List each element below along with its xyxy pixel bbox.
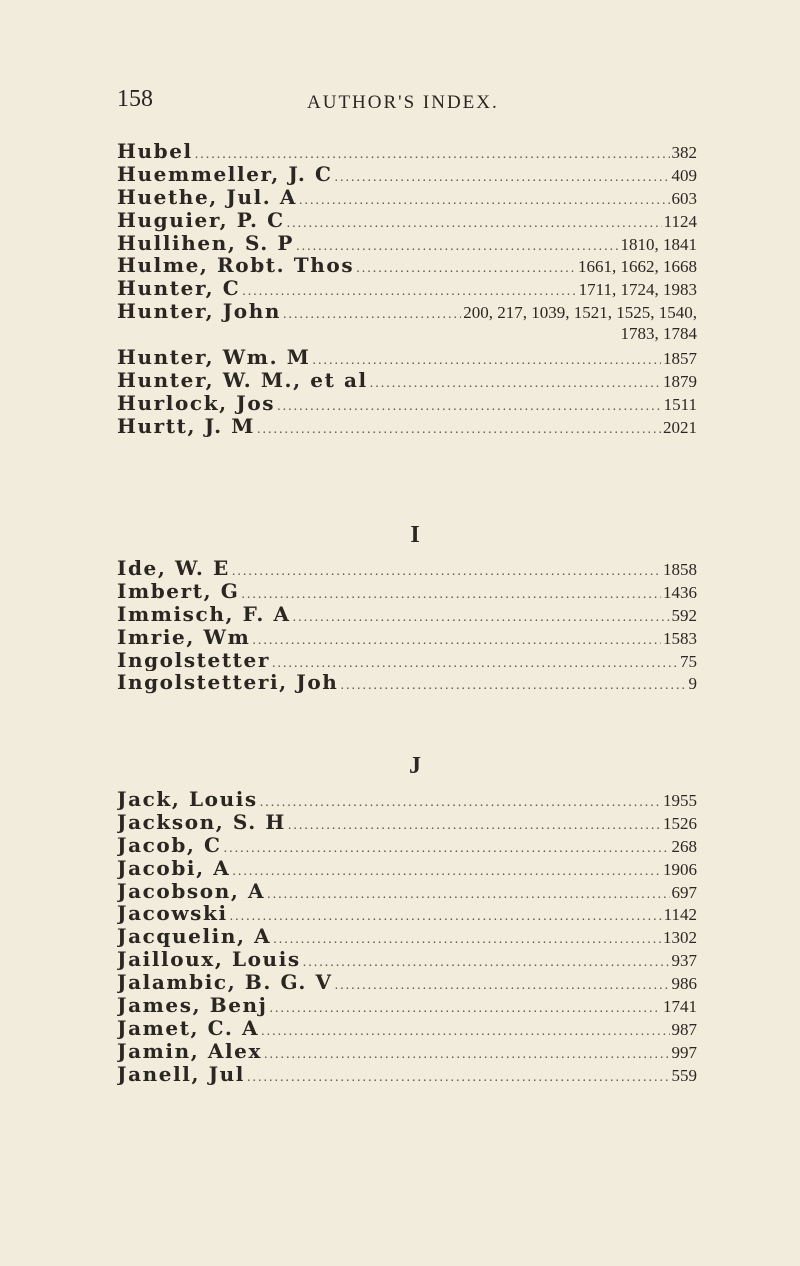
author-name: Huguier, P. C — [117, 208, 285, 232]
page-refs: 1526 — [663, 813, 697, 833]
author-name: Jacobson, A — [117, 879, 266, 903]
dot-leader — [262, 1044, 669, 1063]
index-section-i — [117, 557, 697, 694]
index-entry — [117, 1063, 697, 1086]
page-refs: 697 — [671, 882, 697, 902]
index-entry — [117, 277, 697, 300]
author-name: Hurtt, J. M — [117, 414, 255, 438]
author-name: Jacob, C — [117, 833, 222, 857]
author-name: Hurlock, Jos — [117, 391, 276, 415]
author-name: Hullihen, S. P — [117, 231, 295, 255]
dot-leader — [250, 630, 661, 649]
page-refs: 1661, 1662, 1668 — [578, 257, 697, 277]
dot-leader — [230, 561, 661, 580]
author-name: James, Benj — [117, 994, 268, 1017]
dot-leader — [258, 792, 661, 811]
page-refs: 200, 217, 1039, 1521, 1525, 1540, — [463, 303, 697, 323]
page-refs: 1711, 1724, 1983 — [578, 280, 697, 300]
index-entry — [117, 1040, 697, 1063]
page-refs: 937 — [671, 951, 697, 971]
page-refs: 986 — [671, 974, 697, 994]
page-refs-continuation: 1783, 1784 — [620, 324, 697, 344]
index-entry — [117, 880, 697, 903]
dot-leader — [245, 1067, 669, 1086]
dot-leader — [301, 952, 670, 971]
index-section-h — [117, 140, 697, 438]
dot-leader — [297, 190, 669, 209]
dot-leader — [228, 906, 662, 925]
index-entry — [117, 994, 697, 1017]
page-refs: 1879 — [663, 371, 697, 391]
author-name: Huemmeller, J. C — [117, 162, 333, 186]
author-name: Hunter, John — [117, 300, 282, 324]
page-refs: 1583 — [663, 628, 697, 648]
dot-leader — [240, 281, 576, 300]
author-name: Ingolstetter — [117, 648, 270, 672]
page-refs: 1741 — [663, 997, 697, 1017]
page-refs: 1906 — [663, 859, 697, 879]
index-entry — [117, 300, 697, 323]
dot-leader — [291, 607, 670, 626]
index-entry — [117, 163, 697, 186]
page-number: 158 — [117, 86, 153, 112]
author-name: Hulme, Robt. Thos — [117, 254, 355, 278]
dot-leader — [294, 236, 618, 255]
dot-leader — [259, 1021, 669, 1040]
page-title: AUTHOR'S INDEX. — [307, 92, 499, 113]
dot-leader — [230, 861, 661, 880]
dot-leader — [193, 144, 670, 163]
section-letter-i: I — [410, 522, 420, 548]
index-entry — [117, 788, 697, 811]
index-entry — [117, 140, 697, 163]
author-name: Jailloux, Louis — [117, 948, 301, 972]
dot-leader — [268, 998, 661, 1017]
author-name: Jacowski — [117, 902, 228, 926]
dot-leader — [265, 884, 669, 903]
page-refs: 1511 — [663, 394, 697, 414]
author-name: Ingolstetteri, Joh — [117, 671, 339, 695]
dot-leader — [286, 815, 661, 834]
author-name: Jack, Louis — [117, 788, 258, 811]
page-refs: 1810, 1841 — [620, 234, 697, 254]
page-refs: 603 — [671, 188, 697, 208]
page-refs: 382 — [671, 143, 697, 162]
index-entry — [117, 925, 697, 948]
dot-leader — [354, 258, 576, 277]
dot-leader — [270, 653, 678, 672]
author-name: Immisch, F. A — [117, 602, 291, 626]
author-name: Jalambic, B. G. V — [117, 971, 333, 995]
author-name: Hunter, Wm. M — [117, 346, 311, 369]
page-refs: 559 — [671, 1065, 697, 1085]
page-refs: 9 — [688, 674, 697, 694]
index-entry — [117, 671, 697, 694]
author-name: Jacquelin, A — [117, 925, 272, 949]
index-entry — [117, 1017, 697, 1040]
dot-leader — [281, 304, 461, 323]
index-entry — [117, 557, 697, 580]
index-entry — [117, 209, 697, 232]
author-name: Jackson, S. H — [117, 810, 286, 834]
author-name: Huethe, Jul. A — [117, 185, 298, 209]
page-refs: 1142 — [663, 905, 697, 925]
page-refs: 409 — [671, 165, 697, 185]
index-entry — [117, 948, 697, 971]
index-entry — [117, 415, 697, 438]
page-refs: 75 — [680, 651, 697, 671]
dot-leader — [338, 675, 686, 694]
dot-leader — [271, 929, 661, 948]
author-name: Jamin, Alex — [117, 1039, 263, 1063]
index-entry — [117, 369, 697, 392]
dot-leader — [310, 350, 661, 369]
index-entry — [117, 346, 697, 369]
page-refs: 1124 — [663, 211, 697, 231]
index-entry — [117, 580, 697, 603]
index-section-j — [117, 788, 697, 1086]
index-entry — [117, 971, 697, 994]
author-name: Hunter, W. M., et al — [117, 368, 368, 392]
page-refs: 1858 — [663, 560, 697, 579]
page-refs: 1302 — [663, 928, 697, 948]
index-entry — [117, 834, 697, 857]
index-entry — [117, 232, 697, 255]
page-refs: 1857 — [663, 349, 697, 369]
page-header — [117, 86, 717, 116]
dot-leader — [239, 584, 661, 603]
index-entry — [117, 626, 697, 649]
author-name: Hunter, C — [117, 277, 241, 301]
page-refs: 987 — [671, 1019, 697, 1039]
dot-leader — [333, 975, 670, 994]
page-refs: 592 — [671, 605, 697, 625]
author-name: Ide, W. E — [117, 557, 230, 580]
author-name: Imbert, G — [117, 579, 240, 603]
index-entry — [117, 254, 697, 277]
index-entry — [117, 902, 697, 925]
author-name: Hubel — [117, 140, 193, 163]
dot-leader — [333, 167, 670, 186]
dot-leader — [285, 213, 662, 232]
author-name: Jamet, C. A — [117, 1016, 260, 1040]
index-entry — [117, 649, 697, 672]
author-name: Jacobi, A — [117, 856, 231, 880]
index-entry — [117, 392, 697, 415]
page-refs: 1436 — [663, 582, 697, 602]
author-name: Janell, Jul — [117, 1062, 246, 1086]
dot-leader — [222, 838, 670, 857]
index-entry — [117, 186, 697, 209]
index-entry — [117, 603, 697, 626]
page-refs: 268 — [671, 836, 697, 856]
dot-leader — [255, 419, 661, 438]
author-name: Imrie, Wm — [117, 625, 251, 649]
page-refs: 997 — [671, 1042, 697, 1062]
dot-leader — [275, 396, 661, 415]
page-refs: 2021 — [663, 417, 697, 437]
page-refs: 1955 — [663, 791, 697, 810]
index-entry — [117, 857, 697, 880]
section-letter-j: J — [409, 753, 421, 779]
dot-leader — [368, 373, 661, 392]
index-entry — [117, 811, 697, 834]
